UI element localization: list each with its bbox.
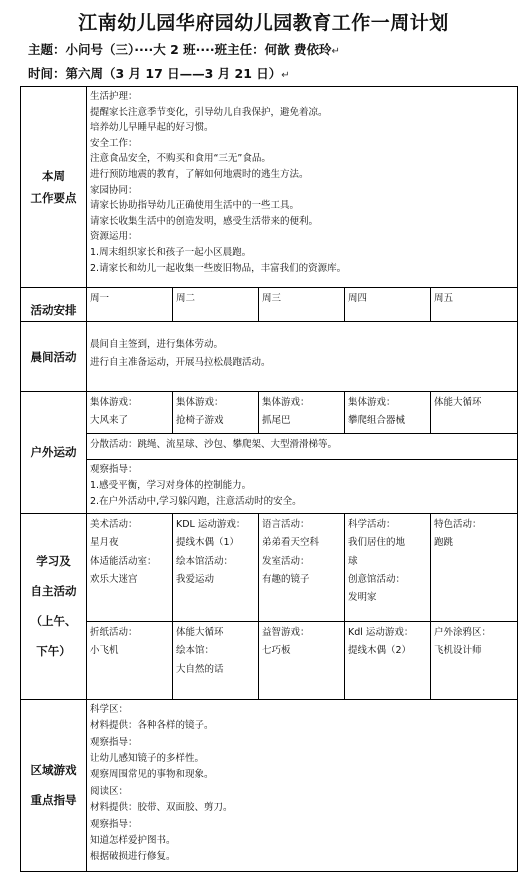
outdoor-games-row: [21, 392, 518, 434]
schedule-label: 活动安排: [21, 288, 87, 322]
weekly-plan-table: [20, 86, 518, 872]
area-line: 观察指导：: [90, 818, 138, 830]
week-point-line: 家园协同：: [90, 184, 138, 196]
study-line: 星月夜: [90, 537, 119, 549]
area-line: 让幼儿感知镜子的多样性。: [90, 753, 205, 765]
study-line: 体适能活动室：: [90, 555, 157, 567]
day-thursday: 周四: [345, 288, 431, 322]
study2-tue: [173, 621, 259, 699]
week-point-line: 2.请家长和幼儿一起收集一些废旧物品，丰富我们的资源库。: [90, 262, 347, 274]
morning-content: [87, 322, 518, 392]
morning-line: 进行自主准备运动，开展马拉松晨跑活动。: [90, 357, 271, 369]
week-point-line: 请家长收集生活中的创造发明，感受生活带来的便利。: [90, 215, 319, 227]
study-line: 科学活动：: [348, 518, 396, 530]
time-text: 时间：第六周（3 月 17 日——3 月 21 日）: [28, 66, 282, 81]
study-row-1: [21, 513, 518, 621]
study-line: 小飞机: [90, 645, 119, 657]
study-line: 创意馆活动：: [348, 574, 406, 586]
study-line: 跑跳: [434, 537, 454, 549]
study-tue: [173, 513, 259, 621]
theme-text: 主题：小问号（三）····大 2 班····班主任：何歆 费依玲: [28, 42, 332, 57]
study-line: KDL 运动游戏：: [176, 518, 246, 530]
week-point-line: 进行预防地震的教育，了解如何地震时的逃生方法。: [90, 168, 309, 180]
week-point-line: 注意食品安全，不购买和食用“三无”食品。: [90, 153, 271, 165]
week-point-line: 请家长协助指导幼儿正确使用生活中的一些工具。: [90, 200, 300, 212]
morning-label: 晨间活动: [21, 322, 87, 392]
game-line: 抓尾巴: [262, 415, 291, 427]
week-points-label-2: 工作要点: [30, 191, 77, 205]
study-line: 球: [348, 555, 358, 567]
study-line: 弟弟看天空科: [262, 537, 320, 549]
outdoor-group-row: [21, 433, 518, 459]
study-mon: [87, 513, 173, 621]
outdoor-game-thu: [345, 392, 431, 434]
week-point-line: 资源运用：: [90, 231, 138, 243]
game-line: 抢椅子游戏: [176, 415, 224, 427]
study-line: 语言活动：: [262, 518, 310, 530]
study-line: 发室活动：: [262, 555, 310, 567]
outdoor-game-mon: [87, 392, 173, 434]
theme-line: [28, 40, 340, 58]
game-line: 体能大循环: [434, 397, 482, 408]
study-label: [21, 513, 87, 699]
study-label-1: 学习及: [36, 554, 71, 569]
outdoor-observe: [87, 459, 518, 513]
game-line: 大风来了: [90, 415, 129, 427]
game-line: 攀爬组合器械: [348, 415, 406, 427]
study-line: 益智游戏：: [262, 626, 310, 638]
study-line: 我爱运动: [176, 574, 215, 586]
study-line: 七巧板: [262, 645, 291, 657]
study-thu: [345, 513, 431, 621]
outdoor-game-wed: [259, 392, 345, 434]
study-line: 提线木偶（2）: [348, 645, 412, 657]
area-label-2: 重点指导: [30, 793, 77, 808]
area-line: 观察指导：: [90, 736, 138, 748]
game-line: 集体游戏：: [176, 397, 224, 408]
day-friday: 周五: [431, 288, 518, 322]
week-point-line: 培养幼儿早睡早起的好习惯。: [90, 122, 214, 134]
outdoor-observe-row: [21, 459, 518, 513]
area-label-1: 区域游戏: [30, 763, 77, 778]
week-points-label-cell: [21, 87, 87, 288]
area-label: [21, 699, 87, 871]
study-line: 户外涂鸦区：: [434, 626, 492, 638]
day-wednesday: 周三: [259, 288, 345, 322]
study-line: 欢乐大迷宫: [90, 574, 138, 586]
study-row-2: [21, 621, 518, 699]
study-line: 美术活动：: [90, 518, 138, 530]
observe-line: 观察指导：: [90, 463, 138, 475]
study-line: 绘本馆：: [176, 645, 215, 657]
return-mark: ↵: [281, 70, 290, 81]
observe-line: 2.在户外活动中,学习躲闪跑，注意活动时的安全。: [90, 495, 302, 507]
outdoor-label: 户外运动: [21, 392, 87, 514]
game-line: 集体游戏：: [348, 397, 396, 408]
study-label-3: （上午、: [30, 614, 77, 629]
outdoor-game-fri: [431, 392, 518, 434]
area-line: 知道怎样爱护图书。: [90, 835, 176, 847]
study-line: Kdl 运动游戏：: [348, 626, 414, 638]
area-line: 材料提供：各种各样的镜子。: [90, 720, 214, 732]
study2-thu: [345, 621, 431, 699]
morning-line: 晨间自主签到，进行集体劳动。: [90, 339, 224, 350]
week-point-line: 生活护理：: [90, 91, 138, 102]
study-line: 有趣的镜子: [262, 574, 310, 586]
study-fri: [431, 513, 518, 621]
time-line: [28, 64, 290, 82]
study-line: 发明家: [348, 592, 377, 604]
return-mark: ↵: [331, 46, 340, 57]
area-line: 根据破损进行修复。: [90, 851, 176, 863]
day-tuesday: 周二: [173, 288, 259, 322]
game-line: 集体游戏：: [262, 397, 310, 408]
study2-fri: [431, 621, 518, 699]
area-line: 观察周围常见的事物和现象。: [90, 769, 214, 781]
study-wed: [259, 513, 345, 621]
schedule-row: [21, 288, 518, 322]
game-line: 集体游戏：: [90, 397, 138, 408]
study-line: 特色活动：: [434, 518, 482, 530]
study2-mon: [87, 621, 173, 699]
observe-line: 1.感受平衡，学习对身体的控制能力。: [90, 479, 252, 491]
week-points-row: [21, 87, 518, 288]
area-line: 阅读区：: [90, 785, 129, 797]
week-point-line: 1.周末组织家长和孩子一起小区晨跑。: [90, 246, 252, 258]
week-points-content: [87, 87, 518, 288]
area-content: [87, 699, 518, 871]
study-line: 体能大循环: [176, 626, 224, 638]
day-monday: 周一: [87, 288, 173, 322]
study2-wed: [259, 621, 345, 699]
week-point-line: 安全工作：: [90, 137, 138, 149]
week-point-line: 提醒家长注意季节变化，引导幼儿自我保护，避免着凉。: [90, 106, 328, 118]
study-line: 折纸活动：: [90, 626, 138, 638]
study-label-2: 自主活动: [30, 584, 77, 599]
study-line: 飞机设计师: [434, 645, 482, 657]
outdoor-group: 分散活动：跳绳、流星球、沙包、攀爬架、大型滑滑梯等。: [87, 433, 518, 459]
outdoor-game-tue: [173, 392, 259, 434]
study-line: 大自然的话: [176, 663, 224, 675]
area-line: 科学区：: [90, 703, 129, 715]
morning-row: [21, 322, 518, 392]
study-line: 绘本馆活动：: [176, 555, 234, 567]
area-row: [21, 699, 518, 871]
area-line: 材料提供：胶带、双面胶、剪刀。: [90, 802, 233, 814]
study-line: 我们居住的地: [348, 537, 406, 549]
page-title: 江南幼儿园华府园幼儿园教育工作一周计划: [78, 12, 449, 34]
study-line: 提线木偶（1）: [176, 537, 240, 549]
week-points-label-1: 本周: [42, 169, 65, 183]
study-label-4: 下午）: [36, 644, 71, 659]
